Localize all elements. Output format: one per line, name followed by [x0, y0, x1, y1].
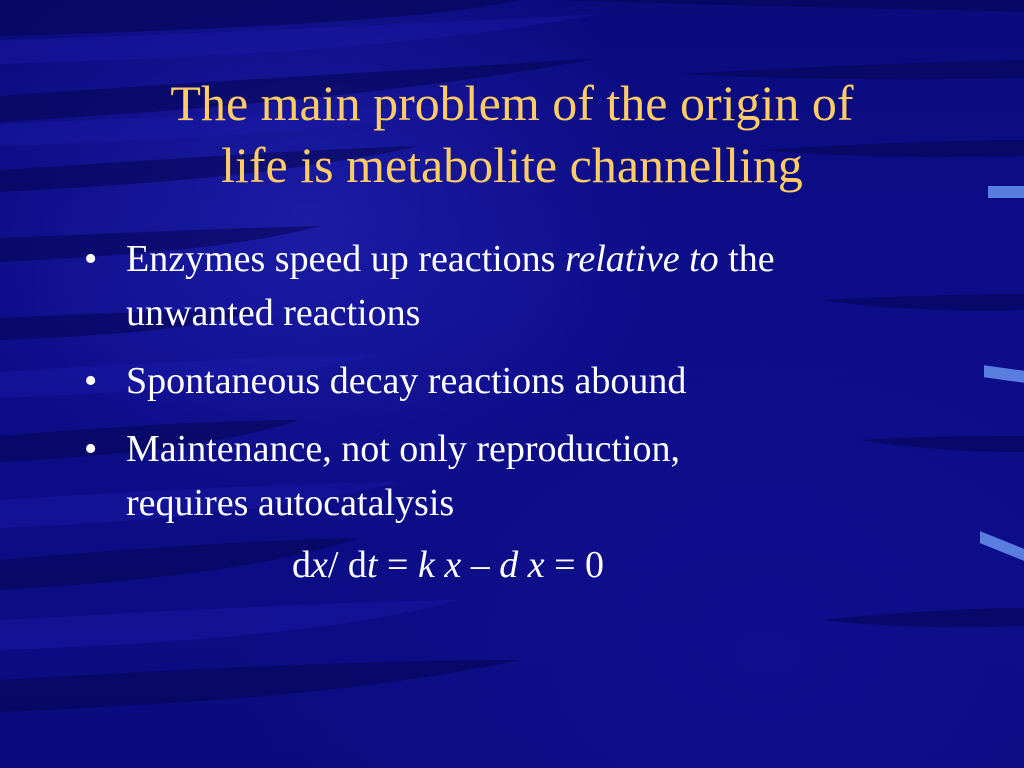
bullet-item-3	[82, 422, 942, 530]
slide-title	[0, 72, 1024, 196]
eq-equals-1: =	[377, 544, 418, 586]
bullet-1-text-before: Enzymes speed up reactions	[126, 238, 565, 280]
eq-k: k	[417, 544, 435, 586]
bullet-marker: •	[84, 238, 98, 280]
title-line-1: The main problem of the origin of	[170, 75, 854, 131]
steady-state-equation	[292, 538, 604, 592]
eq-equals-zero: = 0	[544, 544, 604, 586]
eq-space-2	[518, 544, 528, 586]
bullet-item-1	[82, 232, 942, 340]
bullet-marker: •	[84, 360, 98, 402]
eq-d-coef: d	[499, 544, 519, 586]
bullet-2-text: Spontaneous decay reactions abound	[126, 360, 687, 402]
title-line-2: life is metabolite channelling	[221, 137, 803, 193]
bullet-list	[82, 232, 942, 544]
eq-d1: d	[292, 544, 311, 586]
bullet-marker: •	[84, 428, 98, 470]
bullet-1-line-1	[126, 232, 942, 286]
bullet-1-text-after: the	[718, 238, 775, 280]
eq-minus: –	[461, 544, 500, 586]
bullet-3-line-1: Maintenance, not only reproduction,	[126, 428, 681, 470]
bullet-1-text-italic: relative to	[564, 238, 719, 280]
bullet-3-line-2: requires autocatalysis	[126, 482, 455, 524]
eq-t: t	[366, 544, 378, 586]
eq-x3: x	[527, 544, 545, 586]
eq-space-1	[435, 544, 445, 586]
bullet-item-2	[82, 354, 942, 408]
eq-x1: x	[311, 544, 328, 586]
eq-slash-d: / d	[327, 544, 367, 586]
eq-x2: x	[444, 544, 462, 586]
bullet-1-line-2: unwanted reactions	[126, 292, 421, 334]
